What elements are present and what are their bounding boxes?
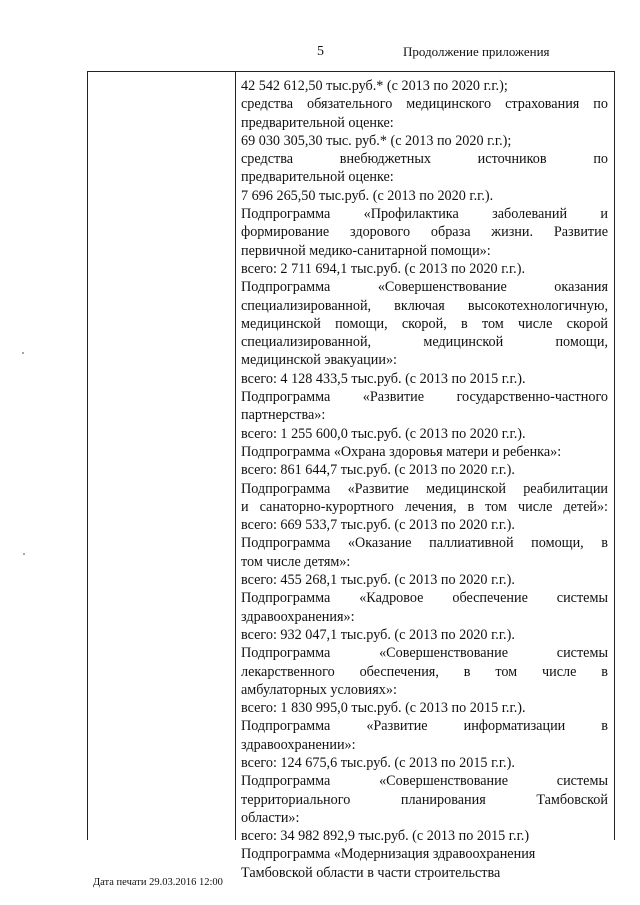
cell-text-line: всего: 34 982 892,9 тыс.руб. (с 2013 по 2015 г.г.) xyxy=(241,828,530,845)
cell-text-line: области»: xyxy=(241,809,300,826)
table-column-divider xyxy=(235,71,236,840)
cell-text-line: Подпрограмма «Охрана здоровья матери и ребенка»: xyxy=(241,443,562,460)
cell-text-line: средства обязательного медицинского страхования по xyxy=(241,96,608,113)
cell-text-line: формирование здорового образа жизни. Развитие xyxy=(241,224,608,241)
cell-text-line: амбулаторных условиях»: xyxy=(241,681,397,698)
cell-text-line: 7 696 265,50 тыс.руб. (с 2013 по 2020 г.г.). xyxy=(241,187,494,204)
cell-text-line: территориального планирования Тамбовской xyxy=(241,791,608,808)
cell-text-line: здравоохранении»: xyxy=(241,736,356,753)
cell-text-line: здравоохранения»: xyxy=(241,608,355,625)
cell-text-line: том числе детям»: xyxy=(241,553,351,570)
cell-text-line: 69 030 305,30 тыс. руб.* (с 2013 по 2020 г.г.); xyxy=(241,132,512,149)
cell-text-line: Подпрограмма «Профилактика заболеваний и xyxy=(241,206,608,223)
cell-text-line: всего: 1 830 995,0 тыс.руб. (с 2013 по 2015 г.г.). xyxy=(241,700,526,717)
cell-text-line: Подпрограмма «Оказание паллиативной помощи, в xyxy=(241,535,608,552)
cell-text-line: Подпрограмма «Развитие информатизации в xyxy=(241,718,608,735)
margin-mark xyxy=(23,553,25,555)
cell-text-line: предварительной оценке: xyxy=(241,114,394,131)
cell-text-line: и санаторно-курортного лечения, в том числе детей»: xyxy=(241,498,608,515)
margin-mark xyxy=(22,352,24,354)
cell-text-line: Подпрограмма «Кадровое обеспечение системы xyxy=(241,590,608,607)
cell-text-line: специализированной, включая высокотехнологичную, xyxy=(241,297,608,314)
cell-text-line: Подпрограмма «Совершенствование оказания xyxy=(241,279,608,296)
cell-text-line: медицинской помощи, скорой, в том числе скорой xyxy=(241,315,608,332)
page-number: 5 xyxy=(317,44,324,59)
cell-text-line: медицинской эвакуации»: xyxy=(241,352,397,369)
cell-text-line: партнерства»: xyxy=(241,407,326,424)
cell-text-line: средства внебюджетных источников по xyxy=(241,151,608,168)
cell-text-line: всего: 861 644,7 тыс.руб. (с 2013 по 2020 г.г.). xyxy=(241,462,515,479)
cell-text-line: специализированной, медицинской помощи, xyxy=(241,334,608,351)
cell-text-line: первичной медико-санитарной помощи»: xyxy=(241,242,491,259)
table-cell-funding-text xyxy=(241,77,608,882)
cell-text-line: всего: 669 533,7 тыс.руб. (с 2013 по 2020 г.г.). xyxy=(241,517,515,534)
cell-text-line: предварительной оценке: xyxy=(241,169,394,186)
cell-text-line: всего: 4 128 433,5 тыс.руб. (с 2013 по 2015 г.г.). xyxy=(241,370,526,387)
cell-text-line: Подпрограмма «Совершенствование системы xyxy=(241,773,608,790)
cell-text-line: лекарственного обеспечения, в том числе в xyxy=(241,663,608,680)
cell-text-line: всего: 124 675,6 тыс.руб. (с 2013 по 2015 г.г.). xyxy=(241,754,515,771)
cell-text-line: всего: 2 711 694,1 тыс.руб. (с 2013 по 2020 г.г.). xyxy=(241,260,525,277)
continuation-note: Продолжение приложения xyxy=(403,44,550,59)
cell-text-line: Подпрограмма «Развитие медицинской реабилитации xyxy=(241,480,608,497)
cell-text-line: всего: 455 268,1 тыс.руб. (с 2013 по 2020 г.г.). xyxy=(241,572,515,589)
print-date: Дата печати 29.03.2016 12:00 xyxy=(93,877,223,888)
cell-text-line: 42 542 612,50 тыс.руб.* (с 2013 по 2020 г.г.); xyxy=(241,78,508,94)
cell-text-line: Подпрограмма «Модернизация здравоохранения xyxy=(241,846,536,863)
cell-text-line: всего: 1 255 600,0 тыс.руб. (с 2013 по 2020 г.г.). xyxy=(241,425,526,442)
cell-text-line: Тамбовской области в части строительства xyxy=(241,864,501,881)
cell-text-line: Подпрограмма «Совершенствование системы xyxy=(241,645,608,662)
cell-text-line: всего: 932 047,1 тыс.руб. (с 2013 по 2020 г.г.). xyxy=(241,626,515,643)
cell-text-line: Подпрограмма «Развитие государственно-частного xyxy=(241,389,608,406)
